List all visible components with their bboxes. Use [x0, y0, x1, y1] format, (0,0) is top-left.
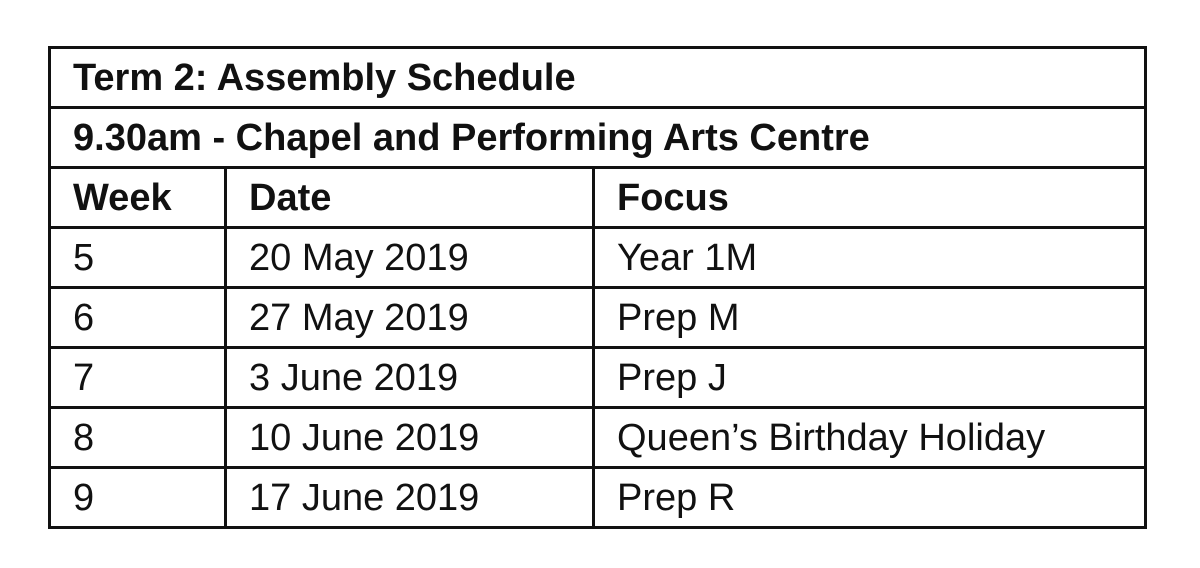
date-cell: 20 May 2019: [226, 228, 594, 288]
week-cell: 9: [50, 468, 226, 528]
focus-cell: Prep R: [594, 468, 1146, 528]
column-header-week: Week: [50, 168, 226, 228]
table-row: [50, 348, 1146, 408]
schedule-title: Term 2: Assembly Schedule: [50, 48, 1146, 108]
title-row: [50, 48, 1146, 108]
date-cell: 17 June 2019: [226, 468, 594, 528]
date-cell: 10 June 2019: [226, 408, 594, 468]
table-row: [50, 228, 1146, 288]
table-row: [50, 288, 1146, 348]
focus-cell: Prep M: [594, 288, 1146, 348]
table-row: [50, 468, 1146, 528]
assembly-schedule-table: [48, 46, 1147, 529]
table-row: [50, 408, 1146, 468]
schedule-subtitle: 9.30am - Chapel and Performing Arts Centre: [50, 108, 1146, 168]
column-header-date: Date: [226, 168, 594, 228]
focus-cell: Prep J: [594, 348, 1146, 408]
header-row: [50, 168, 1146, 228]
date-cell: 3 June 2019: [226, 348, 594, 408]
week-cell: 7: [50, 348, 226, 408]
week-cell: 5: [50, 228, 226, 288]
week-cell: 8: [50, 408, 226, 468]
column-header-focus: Focus: [594, 168, 1146, 228]
subtitle-row: [50, 108, 1146, 168]
week-cell: 6: [50, 288, 226, 348]
focus-cell: Year 1M: [594, 228, 1146, 288]
focus-cell: Queen’s Birthday Holiday: [594, 408, 1146, 468]
date-cell: 27 May 2019: [226, 288, 594, 348]
